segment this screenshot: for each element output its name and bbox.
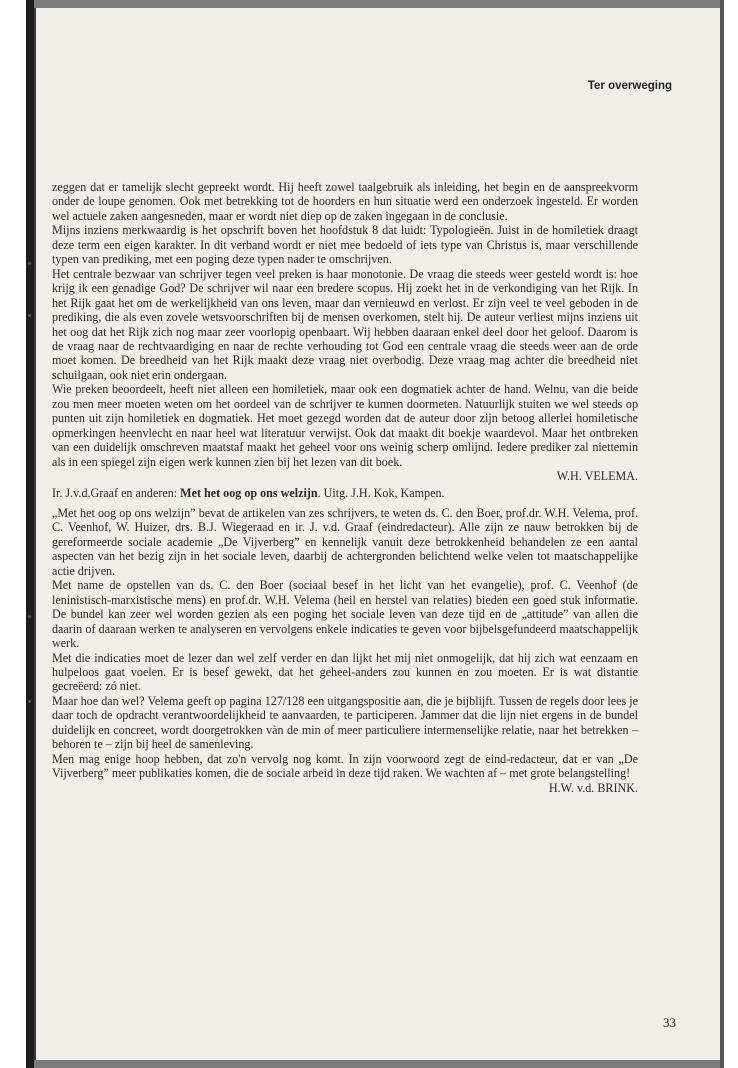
article-body — [52, 180, 638, 795]
paragraph: Wie preken beoordeelt, heeft niet alleen een homiletiek, maar ook een dogmatiek achter de hand. Welnu, van die beide zou men meer moeten weten om het oordeel van de schrijver te kunnen doormeten. Natuurlijk stuiten we wel steeds op punten uit zijn homiletiek en dogmatiek. Het moet gezegd worden dat de auteur door zijn betoog allerlei homiletische opmerkingen heenvlecht en naar heel wat literatuur verwijst. Ook dat maakt dit boekje waardevol. Maar het ontbreken van een duidelijk omschreven maatstaf maakt het geheel voor ons weinig scherp omlijnd. Iedere prediker zal niettemin als in een spiegel zijn eigen werk kunnen zien bij het lezen van dit boek. — [52, 382, 638, 469]
paragraph-with-signature — [52, 751, 638, 795]
paragraph: Men mag enige hoop hebben, dat zo'n vervolg nog komt. In zijn voorwoord zegt de eind-redacteur, dat er van „De Vijverberg” meer publikaties komen, die de sociale arbeid in deze tijd raken. We wachten af – met grote belangstelling! — [52, 751, 638, 781]
scan-right-margin — [720, 0, 738, 1068]
reference-title: Met het oog op ons welzijn — [180, 485, 318, 500]
paragraph: Mijns inziens merkwaardig is het opschrift boven het hoofdstuk 8 dat luidt: Typologieën. Juist in de homiletiek draagt deze term een eigen karakter. In dit verband wordt er niet mee bedoeld of iets type van Christus is, maar verschillende typen van prediking, met een poging deze typen nader te omschrijven. — [52, 223, 638, 267]
paragraph: Met die indicaties moet de lezer dan wel zelf verder en dan lijkt het mij niet onmogelijk, dat hij zich wat eenzaam en hulpeloos gaat voelen. Er is besef gewekt, dat het geheel-anders zou kunnen en zou moeten. Er is wat distantie gecreëerd: zó niet. — [52, 650, 638, 694]
scan-left-margin — [0, 0, 34, 1068]
paragraph: „Met het oog op ons welzijn” bevat de artikelen van zes schrijvers, te weten ds. C. den Boer, prof.dr. W.H. Velema, prof. C. Veenhof, W. Huizer, drs. B.J. Wiegeraad en ir. J. v.d. Graaf (eindredacteur). Alle zijn ze nauw betrokken bij de gereformeerde sociale academie „De Vijverberg” en kennelijk vanuit deze betrokkenheid behandelen ze een aantal aspecten van het bezig zijn in het sociale leven, daarbij de achtergronden belichtend welke velen tot maatschappelijke actie drijven. — [52, 505, 638, 578]
paragraph: zeggen dat er tamelijk slecht gepreekt wordt. Hij heeft zowel taalgebruik als inleiding, het begin en de aanspreekvorm onder de loupe genomen. Ook met betrekking tot de hoorders en hun situatie werd een onderzoek ingesteld. Er worden wel actuele zaken aangesneden, maar er wordt niet diep op de zaken ingegaan in de conclusie. — [52, 180, 638, 223]
reference-authors: Ir. J.v.d.Graaf en anderen: — [52, 485, 181, 500]
book-reference — [52, 486, 638, 500]
signature-velema: W.H. VELEMA. — [556, 469, 638, 484]
reference-publisher: . Uitg. J.H. Kok, Kampen. — [317, 485, 445, 500]
section-header: Ter overweging — [587, 80, 672, 92]
paragraph: Met name de opstellen van ds. C. den Boer (sociaal besef in het licht van het evangelie), prof. C. Veenhof (de leninistisch-marxistische mens) en prof.dr. W.H. Velema (heil en herstel van relaties) bieden een goed stuk informatie. De bundel kan zeer wel worden gezien als een poging het sociale leven van deze tijd en de „attitude” van allen die daarin of daaraan werken te analyseren en vervolgens enkele indicaties te geven voor bijbelsgefundeerd maatschappelijk werk. — [52, 578, 638, 651]
paragraph: Maar hoe dan wel? Velema geeft op pagina 127/128 een uitgangspositie aan, die je bijblijft. Tussen de regels door lees je daar toch de opdracht verantwoordelijkheid te aanvaarden, te participeren. Jammer dat die lijn niet ergens in de bundel duidelijk en concreet, wordt doorgetrokken vàn de min of meer particuliere intermenselijke relatie, naar het betrekken – behoren te – zijn bij heel de samenleving. — [52, 693, 638, 752]
page-number: 33 — [663, 1015, 676, 1030]
signature-brink: H.W. v.d. BRINK. — [548, 780, 638, 795]
paragraph: Het centrale bezwaar van schrijver tegen veel preken is haar monotonie. De vraag die steeds weer gesteld wordt is: hoe krijg ik een genadige God? De schrijver wil naar een bredere scopus. Hij zoekt het in de verkondiging van het Rijk. In het Rijk gaat het om de werkelijkheid van ons leven, maar dan vernieuwd en verlost. Er zijn veel te veel geboden in de prediking, die als even zovele wetsvoorschriften bij de mensen overkomen, stelt hij. De auteur verliest mijns inziens uit het oog dat het Rijk zich nog maar zeer voorlopig openbaart. Wij hebben daaraan enkel deel door het geloof. Daarom is de vraag naar de rechtvaardiging en naar de rechte verhouding tot God een centrale vraag die steeds weer aan de orde moet komen. De breedheid van het Rijk maakt deze vraag niet overbodig. Deze vraag mag achter die breedheid niet schuilgaan, ook niet erin ondergaan. — [52, 266, 638, 382]
